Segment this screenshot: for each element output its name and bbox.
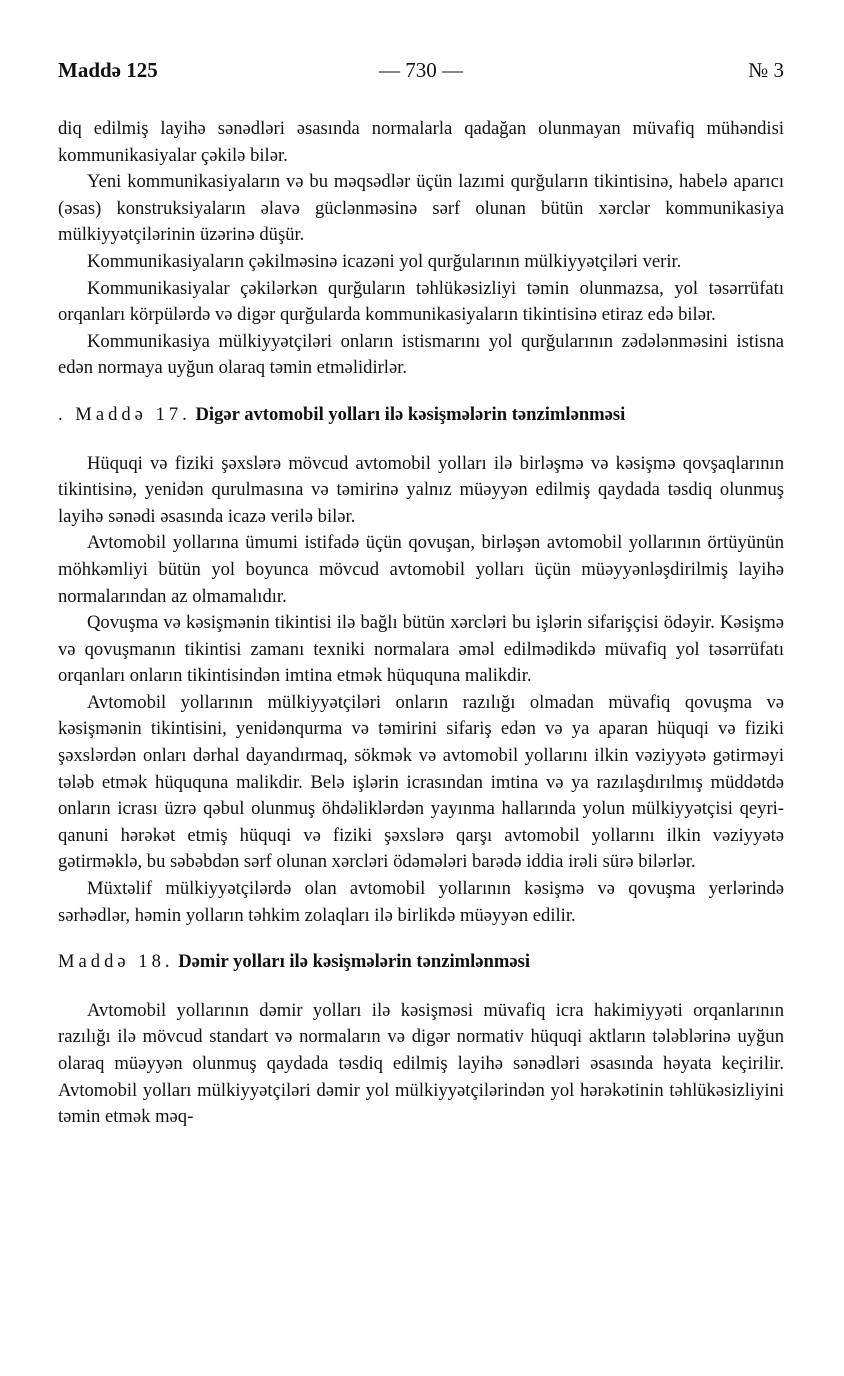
paragraph: Kommunikasiya mülkiyyətçiləri onların istismarını yol qurğularının zədələnməsini istisna edən normaya uyğun olaraq təmin etməlidirlər. xyxy=(58,330,784,379)
paragraph: Avtomobil yollarının mülkiyyətçiləri onların razılığı olmadan müvafiq qovuşma və kəsişmənin tikintisini, yenidənqurma və təmirini sifariş edən və ya aparan hüquqi və fiziki şəxslərdən onları dərhal dayandırmaq, sökmək və avtomobil yollarını ilkin vəziyyətə gətirməyi tələb etmək hüququna malikdir. Belə işlərin icrasından imtina və ya razılaşdırılmış müddətdə onların icrası üzrə qəbul olunmuş öhdəliklərdən yayınma hallarında yolun mülkiyyətçisi qeyri-qanuni hərəkət etmiş hüquqi və fiziki şəxslərə qarşı avtomobil yollarını ilkin vəziyyətə gətirməklə, bu səbəbdən sərf olunan xərcləri ödəmələri barədə iddia irəli sürə bilərlər. xyxy=(58,691,784,873)
paragraph: Qovuşma və kəsişmənin tikintisi ilə bağlı bütün xərcləri bu işlərin sifarişçisi ödəyir. Kəsişmə və qovuşmanın tikintisi zamanı texniki normalara əməl edilmədikdə müvafiq yol təsərrüfatı orqanları onların tikintisindən imtina etmək hüququna malikdir. xyxy=(58,612,784,687)
paragraph: Kommunikasiyalar çəkilərkən qurğuların təhlükəsizliyi təmin olunmazsa, yol təsərrüfatı orqanları körpülərdə və digər qurğularda kommunikasiyaların tikintisinə etiraz edə bilər. xyxy=(58,277,784,326)
article-18-title: Dəmir yolları ilə kəsişmələrin tənzimlənməsi xyxy=(178,951,531,973)
page-number: — 730 — xyxy=(379,58,463,82)
article-17-title: Digər avtomobil yolları ilə kəsişmələrin tənzimlənməsi xyxy=(195,403,626,425)
paragraph: Yeni kommunikasiyaların və bu məqsədlər üçün lazımi qurğuların tikintisinə, habelə aparıcı (əsas) konstruksiyaların əlavə güclənməsinə sərf olunan bütün xərclər kommunikasiya mülkiyyətçilərinin üzərinə düşür. xyxy=(58,171,784,246)
article-17-label: . Maddə 17. xyxy=(58,403,191,425)
document-body xyxy=(58,116,784,1131)
paragraph: Kommunikasiyaların çəkilməsinə icazəni yol qurğularının mülkiyyətçiləri verir. xyxy=(87,250,682,272)
document-page xyxy=(58,58,784,1131)
paragraph: Hüquqi və fiziki şəxslərə mövcud avtomobil yolları ilə birləşmə və kəsişmə qovşaqlarının tikintisinə, yenidən qurulmasına və təmirinə yalnız müəyyən edilmiş qaydada təsdiq olunmuş layihə sənədi əsasında icazə verilə bilər. xyxy=(58,452,784,527)
paragraph: Müxtəlif mülkiyyətçilərdə olan avtomobil yollarının kəsişmə və qovuşma yerlərində sərhədlər, həmin yolların təhkim zolaqları ilə birlikdə müəyyən edilir. xyxy=(58,878,784,926)
page-header xyxy=(58,58,784,88)
issue-number: № 3 xyxy=(748,58,784,82)
article-17-heading xyxy=(58,402,784,429)
article-18-heading xyxy=(58,949,784,976)
header-article-ref: Maddə 125 xyxy=(58,58,158,82)
paragraph: Avtomobil yollarına ümumi istifadə üçün qovuşan, birləşən avtomobil yollarının örtüyünün möhkəmliyi bütün yol boyunca mövcud avtomobil yolları üçün müəyyənləşdirilmiş layihə normalarından az olmamalıdır. xyxy=(58,532,784,607)
paragraph: diq edilmiş layihə sənədləri əsasında normalarla qadağan olunmayan müvafiq mühəndisi kommunikasiyalar çəkilə bilər. xyxy=(58,118,784,166)
article-18-label: Maddə 18. xyxy=(58,951,174,973)
paragraph: Avtomobil yollarının dəmir yolları ilə kəsişməsi müvafiq icra hakimiyyəti orqanlarının razılığı ilə mövcud standart və normaların və digər normativ hüquqi aktların tələblərinə uyğun olaraq müəyyən olunmuş qaydada təsdiq edilmiş layihə sənədləri əsasında həyata keçirilir. Avtomobil yolları mülkiyyətçiləri dəmir yol mülkiyyətçilərindən yol hərəkətinin təhlükəsizliyini təmin etmək məq- xyxy=(58,999,784,1128)
